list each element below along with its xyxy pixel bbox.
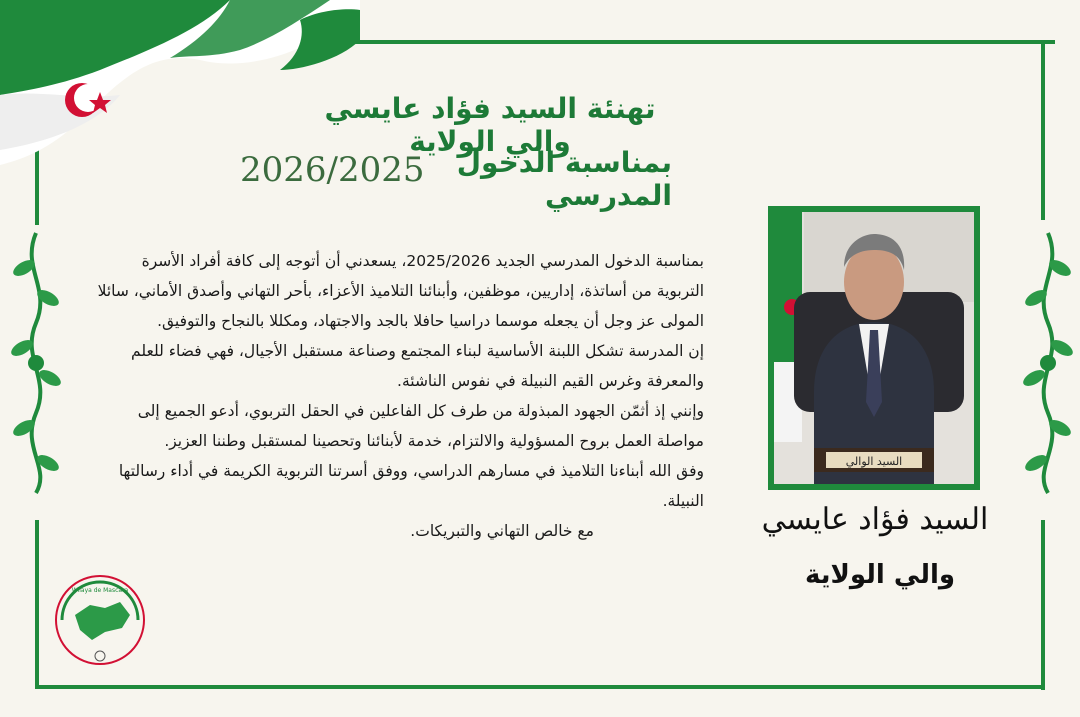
school-year: 2026/2025 xyxy=(240,150,425,190)
frame-right-line-lower xyxy=(1041,520,1045,690)
letter-paragraph-2: إن المدرسة تشكل اللبنة الأساسية لبناء المجتمع وصناعة مستقبل الأجيال، فهي فضاء للعلم والمعرفة وغرس القيم النبيلة في نفوس الناشئة. xyxy=(131,342,704,390)
letter-paragraph-5: مع خالص التهاني والتبريكات. xyxy=(410,522,594,540)
page-title: تهنئة السيد فؤاد عايسي والي الولاية xyxy=(324,92,656,158)
desk-nameplate: السيد الوالي xyxy=(845,455,903,468)
governor-portrait xyxy=(768,206,980,490)
frame-right-line xyxy=(1041,40,1045,220)
signature-name: السيد فؤاد عايسي xyxy=(761,502,989,537)
floral-ornament-left-icon xyxy=(6,228,66,498)
letter-paragraph-4: وفق الله أبناءنا التلاميذ في مسارهم الدراسي، ووفق أسرتنا التربوية الكريمة في أداء رسالتها النبيلة. xyxy=(118,462,704,510)
portrait-illustration xyxy=(774,212,974,484)
algerian-flag-ribbon-icon xyxy=(0,0,360,170)
logo-text: Wilaya de Mascara xyxy=(71,587,129,594)
letter-paragraph-3: وإنني إذ أثمّن الجهود المبذولة من طرف كل الفاعلين في الحقل التربوي، أدعو الجميع إلى مواصلة العمل بروح المسؤولية والالتزام، خدمة لأبنائنا وتحصينا لمستقبل وطننا العزيز. xyxy=(137,402,704,450)
congratulation-letter xyxy=(92,246,704,546)
frame-left-line-bottom xyxy=(35,520,39,688)
frame-bottom-line xyxy=(35,685,1045,689)
wilaya-logo-map-icon xyxy=(50,570,150,670)
signature-role: والي الولاية xyxy=(804,560,956,590)
letter-paragraph-1: بمناسبة الدخول المدرسي الجديد 2025/2026، يسعدني أن أتوجه إلى كافة أفراد الأسرة التربوية من أساتذة، إداريين، موظفين، وأبنائنا التلاميذ الأعزاء، بأحر التهاني وأصدق الأماني، سائلا المولى عز وجل أن يجعله موسما دراسيا حافلا بالجد والاجتهاد، ومكللا بالنجاح والتوفيق. xyxy=(97,252,704,330)
floral-ornament-right-icon xyxy=(1018,228,1078,498)
page-subtitle: بمناسبة الدخول المدرسي xyxy=(456,146,672,212)
